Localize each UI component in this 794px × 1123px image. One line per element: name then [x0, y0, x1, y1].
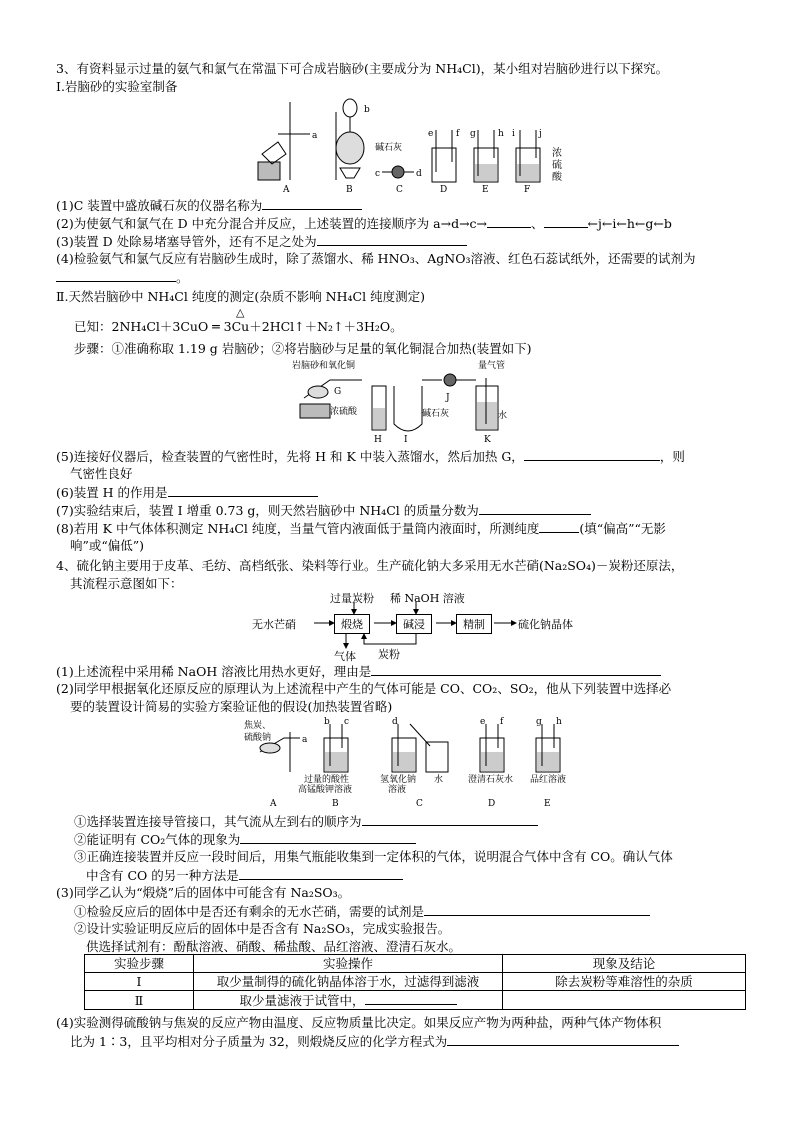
q4-q1: (1)上述流程中采用稀 NaOH 溶液比用热水更好，理由是 — [56, 662, 746, 681]
fig1-label-conc-h2so4: 浓硫酸 — [552, 148, 562, 183]
table-header: 实验操作 — [194, 955, 503, 973]
experiment-report-table — [84, 954, 746, 1010]
svg-text:H: H — [374, 435, 382, 444]
svg-text:g: g — [470, 129, 476, 139]
fig2-label-sample: 岩脑砂和氧化铜 — [292, 361, 356, 371]
svg-text:h: h — [556, 717, 562, 727]
svg-text:b: b — [364, 105, 370, 115]
q4-s3-cont: 中含有 CO 的另一种方法是 — [86, 866, 776, 885]
q3-q5-cont: 气密性良好 — [70, 466, 133, 481]
q3-q7: (7)实验结束后，装置 I 增重 0.73 g，则天然岩脑砂中 NH₄Cl 的质量分数为 — [56, 501, 746, 520]
svg-text:d: d — [392, 717, 398, 727]
q3-part1-heading: Ⅰ.岩脑砂的实验室制备 — [56, 79, 178, 94]
flow-node-calcine: 煅烧 — [334, 614, 370, 634]
svg-text:水: 水 — [434, 775, 444, 785]
table-header-row — [85, 955, 746, 973]
q4-q2: (2)同学甲根据氧化还原反应的原理认为上述流程中产生的气体可能是 CO、CO₂、SO₂，他从下列装置中选择必 — [56, 681, 672, 696]
svg-text:f: f — [456, 129, 460, 139]
q4-s3: ③正确连接装置并反应一段时间后，用集气瓶能收集到一定体积的气体，说明混合气体中含有 CO。确认气体 — [74, 849, 673, 864]
flow-node-alkali-leach: 碱浸 — [396, 614, 432, 634]
svg-text:d: d — [416, 169, 422, 179]
svg-text:g: g — [536, 717, 542, 727]
svg-text:a: a — [302, 735, 308, 745]
svg-text:E: E — [544, 799, 551, 809]
q3-apparatus-figure-1 — [250, 92, 550, 196]
fig1-label-E: E — [482, 185, 489, 195]
fig1-label-B: B — [346, 185, 353, 195]
table-cell: 取少量滤液于试管中， — [194, 991, 503, 1010]
svg-text:j: j — [539, 129, 542, 139]
table-row — [85, 973, 746, 991]
q3-part2-heading: Ⅱ.天然岩脑砂中 NH₄Cl 纯度的测定(杂质不影响 NH₄Cl 纯度测定) — [56, 289, 425, 304]
q3-q2: (2)为使氨气和氯气在 D 中充分混合并反应，上述装置的连接顺序为 a→d→c→ 、 ←j←i←h←g←b — [56, 216, 672, 231]
q3-q6: (6)装置 H 的作用是 — [56, 483, 746, 502]
q4-q3-s1: ①检验反应后的固体中是否还有剩余的无水芒硝，需要的试剂是 — [74, 902, 764, 921]
svg-text:c: c — [375, 169, 381, 179]
fig1-label-C: C — [396, 185, 403, 195]
fig1-label-D: D — [440, 185, 448, 195]
svg-text:氢氧化钠: 氢氧化钠 — [380, 775, 417, 785]
q4-intro: 4、硫化钠主要用于皮革、毛纺、高档纸张、染料等行业。生产硫化钠大多采用无水芒硝(Na₂SO₄)－炭粉还原法， — [56, 558, 684, 573]
svg-text:溶液: 溶液 — [388, 785, 407, 795]
table-row — [85, 991, 746, 1010]
q3-steps: 步骤：①准确称取 1.19 g 岩脑砂；②将岩脑砂与足量的氧化铜混合加热(装置如下) — [74, 341, 532, 356]
q3-q8-cont: 响”或“偏低”) — [70, 538, 145, 553]
q4-apparatus-figure — [240, 716, 580, 812]
flow-output-gas: 气体 — [334, 650, 356, 663]
fig2-label-h2so4: 浓硫酸 — [330, 407, 358, 417]
svg-text:高锰酸钾溶液: 高锰酸钾溶液 — [298, 785, 353, 795]
fig2-label-soda-lime: 碱石灰 — [422, 409, 450, 419]
fig1-label-soda-lime: 碱石灰 — [375, 143, 403, 153]
flow-node-refine: 精制 — [456, 614, 492, 634]
svg-text:i: i — [512, 129, 515, 139]
svg-text:D: D — [488, 799, 496, 809]
table-cell: Ⅱ — [85, 991, 194, 1010]
flow-start: 无水芒硝 — [252, 618, 296, 631]
svg-text:e: e — [480, 717, 486, 727]
table-cell — [503, 991, 746, 1010]
svg-text:硫酸钠: 硫酸钠 — [244, 733, 272, 743]
heat-condition: △ — [236, 306, 245, 319]
svg-text:A: A — [270, 799, 277, 809]
q4-q2-cont: 要的装置设计简易的实验方案验证他的假设(加热装置省略) — [70, 699, 393, 714]
q3-q4: (4)检验氨气和氯气反应有岩脑砂生成时，除了蒸馏水、稀 HNO₃、AgNO₃溶液、红色石蕊试纸外，还需要的试剂为。 — [56, 251, 696, 285]
svg-text:品红溶液: 品红溶液 — [530, 775, 567, 785]
svg-text:h: h — [498, 129, 504, 139]
table-cell: 除去炭粉等难溶性的杂质 — [503, 973, 746, 991]
svg-text:焦炭、: 焦炭、 — [244, 721, 272, 731]
svg-text:B: B — [332, 799, 339, 809]
q4-s1: ①选择装置连接导管接口，其气流从左到右的顺序为 — [74, 812, 764, 831]
svg-text:a: a — [312, 131, 318, 141]
fig2-label-gas-burette: 量气管 — [478, 361, 506, 371]
q4-q3-s2: ②设计实验证明反应后的固体中是否含有 Na₂SO₃，完成实验报告。 — [74, 921, 451, 936]
flow-output-carbon: 炭粉 — [378, 648, 400, 661]
q3-q1: (1)C 装置中盛放碱石灰的仪器名称为 — [56, 196, 746, 215]
table-cell: 取少量制得的硫化钠晶体溶于水，过滤得到滤液 — [194, 973, 503, 991]
svg-text:J: J — [446, 393, 450, 403]
q4-q4-cont: 比为 1∶3，且平均相对分子质量为 32，则煅烧反应的化学方程式为 — [70, 1032, 760, 1051]
q3-q8: (8)若用 K 中气体体积测定 NH₄Cl 纯度，当量气管内液面低于量筒内液面时，所测纯度 (填“偏高”“无影 — [56, 521, 666, 536]
process-flowchart — [252, 590, 582, 663]
q3-apparatus-figure-2 — [290, 358, 510, 444]
q3-known: 已知：2NH₄Cl＋3CuO ═ 3Cu＋2HCl↑＋N₂↑＋3H₂O。 — [74, 319, 403, 334]
svg-text:K: K — [484, 435, 491, 444]
svg-text:b: b — [324, 717, 330, 727]
svg-text:c: c — [344, 717, 350, 727]
q4-intro-2: 其流程示意图如下： — [70, 576, 183, 591]
flow-end: 硫化钠晶体 — [518, 618, 573, 631]
q4-q4: (4)实验测得硫酸钠与焦炭的反应产物由温度、反应物质量比决定。如果反应产物为两种盐，两种气体产物体积 — [56, 1015, 662, 1030]
svg-text:过量的酸性: 过量的酸性 — [304, 775, 350, 785]
q3-q5: (5)连接好仪器后，检查装置的气密性时，先将 H 和 K 中装入蒸馏水，然后加热 G， ，则 — [56, 449, 685, 464]
flow-input-carbon: 过量炭粉 — [330, 592, 374, 605]
q4-s2: ②能证明有 CO₂气体的现象为 — [74, 830, 764, 849]
table-cell: Ⅰ — [85, 973, 194, 991]
fig2-label-water: 水 — [498, 411, 508, 421]
svg-text:C: C — [416, 799, 423, 809]
svg-text:澄清石灰水: 澄清石灰水 — [468, 775, 514, 785]
table-header: 实验步骤 — [85, 955, 194, 973]
fig1-label-F: F — [524, 185, 531, 195]
table-header: 现象及结论 — [503, 955, 746, 973]
svg-text:e: e — [428, 129, 434, 139]
q4-reagents: 供选择试剂有：酚酞溶液、硝酸、稀盐酸、品红溶液、澄清石灰水。 — [86, 939, 462, 954]
svg-text:G: G — [334, 387, 342, 397]
svg-text:f: f — [500, 717, 504, 727]
svg-text:I: I — [404, 435, 408, 444]
flow-input-naoh: 稀 NaOH 溶液 — [390, 592, 465, 605]
q4-q3: (3)同学乙认为“煅烧”后的固体中可能含有 Na₂SO₃。 — [56, 885, 351, 900]
fig1-label-A: A — [283, 185, 290, 195]
q3-q3: (3)装置 D 处除易堵塞导管外，还有不足之处为 — [56, 232, 746, 251]
q3-intro: 3、有资料显示过量的氨气和氯气在常温下可合成岩脑砂(主要成分为 NH₄Cl)，某小组对岩脑砂进行以下探究。 — [56, 61, 669, 76]
